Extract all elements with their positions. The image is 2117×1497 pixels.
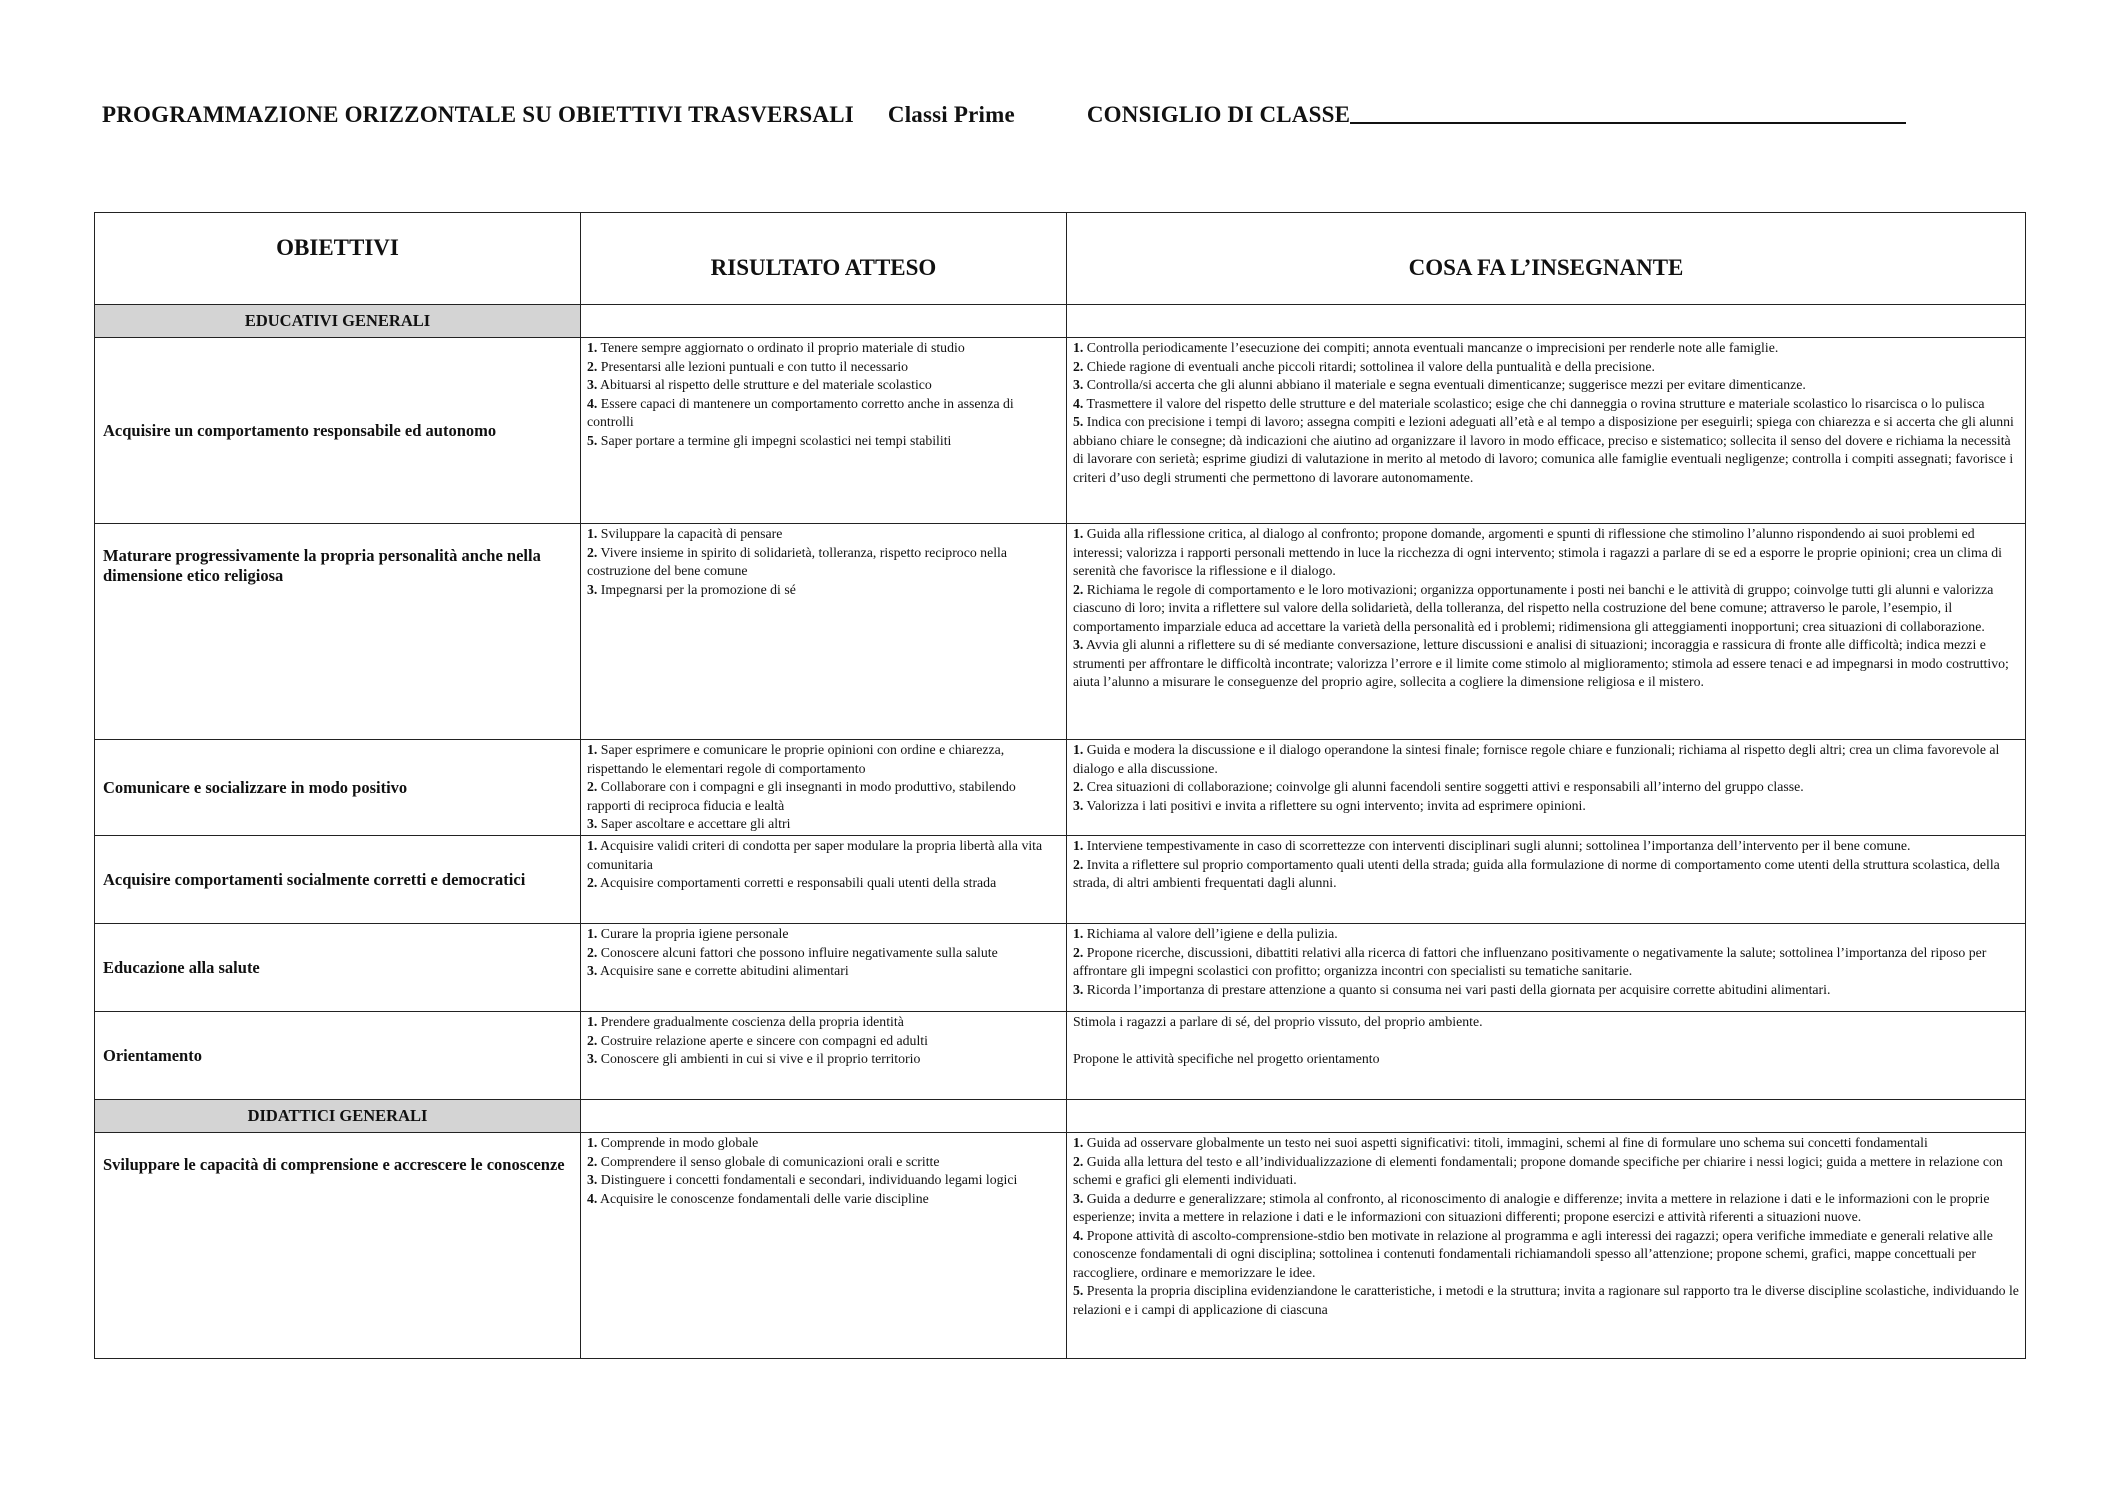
item-number: 1. — [1073, 742, 1084, 757]
item-number: 3. — [1073, 377, 1084, 392]
item-text: Richiama le regole di comportamento e le loro motivazioni; organizza opportunamente i posti nei banchi e le attività di gruppo; coinvolge tutti gli alunni e valorizza ciascuno di loro; invita a riflettere sul valore della solidarietà, della tolleranza, del rispetto nella costruzione del bene comune; attraverso le parole, l’esempio, il comportamento imparziale educa ad accettare la varietà della personalità ed i problemi; ridimensiona gli atteggiamenti inopportuni; crea situazioni di collaborazione. — [1073, 581, 1994, 634]
list-item — [1073, 581, 2019, 637]
item-number: 1. — [587, 526, 598, 541]
item-text: Guida a dedurre e generalizzare; stimola al confronto, al riconoscimento di analogie e differenze; invita a mettere in relazione i dati e le informazioni con le proprie esperienze; invita a mettere in relazione i dati e le informazioni con situazioni differenti; propone esercizi e attività riferenti a situazioni nuove. — [1073, 1190, 1990, 1224]
list-item — [1073, 856, 2019, 893]
table-row — [95, 924, 2026, 1012]
list-item — [587, 339, 1060, 358]
risultato-cell — [581, 1012, 1067, 1100]
item-text: Abituarsi al rispetto delle strutture e del materiale scolastico — [597, 377, 932, 392]
consiglio-blank-line — [1350, 100, 1906, 124]
item-text: Curare la propria igiene personale — [597, 926, 789, 941]
list-item — [1073, 1153, 2019, 1190]
list-item — [587, 1190, 1060, 1209]
item-text: Ricorda l’importanza di prestare attenzione a quanto si consuma nei vari pasti della giornata per acquisire corrette abitudini alimentari. — [1083, 981, 1831, 997]
item-text: Presenta la propria disciplina evidenziandone le caratteristiche, i metodi e la struttura; invita a ragionare sul rapporto tra le diverse discipline scolastiche, individuando le relazioni e i campi di applicazione di ciascuna — [1073, 1283, 2019, 1317]
table-row — [95, 524, 2026, 740]
list-item — [1073, 837, 2019, 856]
list-item — [1073, 339, 2019, 358]
table-row — [95, 836, 2026, 924]
item-text: Avvia gli alunni a riflettere su di sé mediante conversazione, letture discussioni e analisi di situazioni; incoraggia e rassicura di fronte alle difficoltà; indica mezzi e strumenti per affrontare le difficoltà incontrate; valorizza l’errore e il limite come stimolo al miglioramento; stimola ad essere tenaci e ad impegnarsi in modo costruttivo; aiuta l’alunno a misurare le conseguenze del proprio agire, sollecita a cogliere la dimensione religiosa e il mistero. — [1073, 637, 2009, 689]
header-cosa-fa-insegnante: COSA FA L’INSEGNANTE — [1067, 213, 2026, 305]
cosa-cell — [1067, 1012, 2026, 1100]
objective-cell: Sviluppare le capacità di comprensione e accrescere le conoscenze — [95, 1133, 581, 1359]
list-item — [1073, 413, 2019, 487]
item-text: Conoscere gli ambienti in cui si vive e il proprio territorio — [597, 1051, 921, 1066]
item-text: Propone ricerche, discussioni, dibattiti relativi alla ricerca di fattori che influenzano positivamente o negativamente la salute; sottolinea l’importanza del riposo per affrontare gli impegni scolastici con profitto; organizza incontri con specialisti su tematiche sanitarie. — [1073, 944, 1987, 978]
item-text: Costruire relazione aperte e sincere con compagni ed adulti — [597, 1032, 928, 1048]
item-text: Saper ascoltare e accettare gli altri — [597, 816, 791, 831]
list-item — [1073, 1190, 2019, 1227]
item-number: 2. — [587, 358, 598, 374]
cosa-line: Stimola i ragazzi a parlare di sé, del proprio vissuto, del proprio ambiente. — [1073, 1014, 1483, 1029]
cosa-cell — [1067, 524, 2026, 740]
item-text: Saper esprimere e comunicare le proprie opinioni con ordine e chiarezza, rispettando le elementari regole di comportamento — [587, 742, 1005, 776]
risultato-cell — [581, 740, 1067, 836]
item-text: Guida ad osservare globalmente un testo nei suoi aspetti significativi: titoli, immagini, schemi al fine di formulare uno schema sui concetti fondamentali — [1083, 1135, 1928, 1150]
risultato-cell — [581, 338, 1067, 524]
item-text: Interviene tempestivamente in caso di scorrettezze con interventi disciplinari sugli alunni; sottolinea l’importanza dell’intervento per il bene comune. — [1083, 838, 1911, 853]
item-number: 2. — [1073, 358, 1084, 374]
item-number: 3. — [587, 963, 598, 978]
item-text: Essere capaci di mantenere un comportamento corretto anche in assenza di controlli — [587, 395, 1014, 429]
list-item — [1073, 797, 2019, 816]
list-item — [587, 1171, 1060, 1190]
list-item — [587, 925, 1060, 944]
item-number: 3. — [587, 581, 598, 597]
list-item — [587, 376, 1060, 395]
item-text: Guida alla riflessione critica, al dialogo al confronto; propone domande, argomenti e spunti di riflessione che stimolino l’alunno rispondendo ai suoi problemi ed interessi; valorizza i rapporti personali mettendo in luce la ricchezza di ogni intervento; stimola i ragazzi a parlare di se ed a esporre le proprie opinioni; crea un clima di serenità che favorisce la riflessione e il dialogo. — [1073, 526, 2003, 578]
item-text: Trasmettere il valore del rispetto delle strutture e del materiale scolastico; esige che chi danneggia o rovina strutture e materiale scolastico lo risarcisca o lo pulisca — [1083, 395, 1985, 411]
list-item — [1073, 1282, 2019, 1319]
cosa-cell — [1067, 836, 2026, 924]
item-text: Acquisire sane e corrette abitudini alimentari — [597, 963, 849, 978]
item-number: 1. — [1073, 926, 1084, 941]
risultato-cell — [581, 524, 1067, 740]
item-number: 1. — [587, 838, 598, 853]
objectives-table — [94, 212, 2026, 1359]
item-number: 1. — [1073, 340, 1084, 355]
item-text: Collaborare con i compagni e gli insegnanti in modo produttivo, stabilendo rapporti di reciproca fiducia e lealtà — [587, 779, 1016, 813]
list-item — [587, 741, 1060, 778]
list-item — [1073, 395, 2019, 414]
list-item — [587, 1134, 1060, 1153]
item-number: 1. — [587, 1014, 598, 1029]
item-number: 5. — [1073, 1283, 1084, 1298]
list-item — [1073, 925, 2019, 944]
item-number: 1. — [1073, 838, 1084, 853]
list-item — [587, 874, 1060, 893]
table-row — [95, 1012, 2026, 1100]
item-number: 3. — [587, 1172, 598, 1187]
line-spacer — [1073, 1032, 2019, 1050]
item-number: 3. — [587, 1051, 598, 1066]
list-item — [587, 1013, 1060, 1032]
risultato-cell — [581, 1133, 1067, 1359]
item-number: 3. — [1073, 981, 1084, 997]
cosa-cell — [1067, 338, 2026, 524]
list-item — [587, 1153, 1060, 1172]
header-obiettivi: OBIETTIVI — [95, 213, 581, 305]
title-main: PROGRAMMAZIONE ORIZZONTALE SU OBIETTIVI TRASVERSALI — [102, 102, 854, 127]
cosa-cell — [1067, 1133, 2026, 1359]
item-number: 4. — [1073, 395, 1084, 411]
item-number: 1. — [1073, 526, 1084, 541]
list-item — [1073, 1134, 2019, 1153]
list-item — [587, 962, 1060, 981]
risultato-cell — [581, 836, 1067, 924]
section-blank-cell — [1067, 305, 2026, 338]
item-text: Distinguere i concetti fondamentali e secondari, individuando legami logici — [597, 1172, 1018, 1187]
list-item — [587, 1032, 1060, 1051]
section-blank-cell — [581, 1100, 1067, 1133]
list-item — [587, 815, 1060, 834]
list-item — [587, 525, 1060, 544]
list-item — [1073, 778, 2019, 797]
item-text: Guida e modera la discussione e il dialogo operandone la sintesi finale; fornisce regole chiare e funzionali; richiama al rispetto degli altri; crea un clima favorevole al dialogo e alla discussione. — [1073, 742, 2000, 776]
item-text: Impegnarsi per la promozione di sé — [597, 581, 796, 597]
item-text: Conoscere alcuni fattori che possono influire negativamente sulla salute — [597, 944, 998, 960]
item-number: 2. — [587, 779, 598, 794]
list-item — [1073, 944, 2019, 981]
section-blank-cell — [581, 305, 1067, 338]
list-item — [587, 358, 1060, 377]
item-number: 3. — [1073, 637, 1084, 652]
list-item — [1073, 981, 2019, 1000]
item-number: 1. — [1073, 1135, 1084, 1150]
list-item — [587, 944, 1060, 963]
objective-cell: Acquisire un comportamento responsabile ed autonomo — [95, 338, 581, 524]
list-item — [1073, 358, 2019, 377]
list-item — [1073, 376, 2019, 395]
title-consiglio: CONSIGLIO DI CLASSE — [1086, 102, 1351, 127]
item-number: 1. — [587, 926, 598, 941]
risultato-cell — [581, 924, 1067, 1012]
objective-cell: Maturare progressivamente la propria personalità anche nella dimensione etico religiosa — [95, 524, 581, 740]
item-number: 2. — [1073, 856, 1084, 872]
item-text: Indica con precisione i tempi di lavoro; assegna compiti e lezioni adeguati all’età e al tempo a disposizione per eseguirli; spiega con chiarezza e si accerta che gli alunni abbiano chiare le consegne; dà indicazioni che aiutino ad organizzare il lavoro in modo efficace, preciso e sistematico; sollecita il senso del dovere e richiama la necessità di lavorare con serietà; esprime giudizi di valutazione in merito al metodo di lavoro; comunica alle famiglie eventuali negligenze; controlla i compiti assegnati; favorisce i criteri d’uso degli strumenti che permettono di lavorare autonomamente. — [1073, 414, 2014, 485]
item-text: Saper portare a termine gli impegni scolastici nei tempi stabiliti — [597, 432, 952, 448]
objective-cell: Educazione alla salute — [95, 924, 581, 1012]
item-number: 4. — [587, 1190, 598, 1206]
item-number: 2. — [1073, 944, 1084, 960]
item-number: 5. — [1073, 414, 1084, 429]
item-number: 2. — [1073, 779, 1084, 794]
section-didattici-generali: DIDATTICI GENERALI — [95, 1100, 581, 1133]
item-text: Controlla periodicamente l’esecuzione dei compiti; annota eventuali mancanze o imprecisioni per renderle note alle famiglie. — [1083, 340, 1779, 355]
item-number: 3. — [587, 816, 598, 831]
item-text: Vivere insieme in spirito di solidarietà, tolleranza, rispetto reciproco nella costruzione del bene comune — [587, 544, 1007, 578]
item-number: 3. — [1073, 797, 1084, 813]
list-item — [587, 432, 1060, 451]
item-number: 4. — [1073, 1227, 1084, 1243]
item-text: Acquisire comportamenti corretti e responsabili quali utenti della strada — [597, 875, 997, 890]
item-number: 1. — [587, 1135, 598, 1150]
item-number: 2. — [587, 1032, 598, 1048]
list-item — [587, 544, 1060, 581]
cosa-cell — [1067, 740, 2026, 836]
item-text: Comprende in modo globale — [597, 1135, 759, 1150]
list-item — [1073, 741, 2019, 778]
item-number: 2. — [587, 544, 598, 560]
item-text: Propone attività di ascolto-comprensione-stdio ben motivate in relazione al programma e agli interessi dei ragazzi; opera verifiche immediate e generali relative alle conoscenze fondamentali di ogni disciplina; sottolinea i contenuti fondamentali richiamandoli spesso all’attenzione; propone schemi, grafici, mappe concettuali per raccogliere, ordinare e memorizzare le idee. — [1073, 1227, 1993, 1280]
cosa-line: Propone le attività specifiche nel progetto orientamento — [1073, 1050, 1380, 1066]
table-row — [95, 740, 2026, 836]
list-item — [587, 837, 1060, 874]
item-text: Invita a riflettere sul proprio comportamento quali utenti della strada; guida alla formulazione di norme di comportamento come utenti della struttura scolastica, della strada, di altri ambienti frequentati dagli alunni. — [1073, 856, 2000, 890]
header-row — [95, 213, 2026, 305]
item-number: 1. — [587, 742, 598, 757]
cosa-cell — [1067, 924, 2026, 1012]
item-text: Tenere sempre aggiornato o ordinato il proprio materiale di studio — [597, 340, 965, 355]
item-text: Chiede ragione di eventuali anche piccoli ritardi; sottolinea il valore della puntualità e della precisione. — [1083, 358, 1655, 374]
list-item — [1073, 525, 2019, 581]
title-classi: Classi Prime — [887, 102, 1015, 127]
header-risultato-atteso: RISULTATO ATTESO — [581, 213, 1067, 305]
list-item — [587, 581, 1060, 600]
list-item — [1073, 1227, 2019, 1283]
list-item — [1073, 636, 2019, 692]
table-row — [95, 1133, 2026, 1359]
item-text: Prendere gradualmente coscienza della propria identità — [597, 1014, 904, 1029]
item-text: Acquisire le conoscenze fondamentali delle varie discipline — [597, 1190, 929, 1206]
item-text: Presentarsi alle lezioni puntuali e con tutto il necessario — [597, 358, 909, 374]
item-number: 4. — [587, 395, 598, 411]
item-text: Crea situazioni di collaborazione; coinvolge gli alunni facendoli sentire soggetti attivi e responsabili all’interno del gruppo classe. — [1083, 779, 1804, 794]
objective-cell: Comunicare e socializzare in modo positivo — [95, 740, 581, 836]
item-text: Valorizza i lati positivi e invita a riflettere su ogni intervento; invita ad esprimere opinioni. — [1083, 797, 1586, 813]
objective-cell: Acquisire comportamenti socialmente corretti e democratici — [95, 836, 581, 924]
page-title — [102, 100, 2022, 128]
item-number: 2. — [587, 1153, 598, 1169]
item-text: Guida alla lettura del testo e all’individualizzazione di elementi fondamentali; propone domande specifiche per chiarire i nessi logici; guida a mettere in relazione con schemi e grafici gli elementi individuati. — [1073, 1153, 2003, 1187]
item-text: Comprendere il senso globale di comunicazioni orali e scritte — [597, 1153, 940, 1169]
item-number: 3. — [1073, 1190, 1084, 1206]
list-item — [587, 1050, 1060, 1069]
item-number: 2. — [1073, 581, 1084, 597]
section-row-educativi — [95, 305, 2026, 338]
item-number: 2. — [587, 944, 598, 960]
item-number: 3. — [587, 377, 598, 392]
item-text: Controlla/si accerta che gli alunni abbiano il materiale e segna eventuali dimenticanze; suggerisce mezzi per evitare dimenticanze. — [1083, 377, 1806, 392]
table-row — [95, 338, 2026, 524]
item-text: Richiama al valore dell’igiene e della pulizia. — [1083, 926, 1338, 941]
list-item — [587, 395, 1060, 432]
item-number: 5. — [587, 432, 598, 448]
item-text: Acquisire validi criteri di condotta per saper modulare la propria libertà alla vita comunitaria — [587, 838, 1043, 872]
item-number: 2. — [1073, 1153, 1084, 1169]
list-item — [587, 778, 1060, 815]
section-educativi-generali: EDUCATIVI GENERALI — [95, 305, 581, 338]
item-text: Sviluppare la capacità di pensare — [597, 526, 783, 541]
objective-cell: Orientamento — [95, 1012, 581, 1100]
item-number: 2. — [587, 875, 598, 890]
section-row-didattici — [95, 1100, 2026, 1133]
item-number: 1. — [587, 340, 598, 355]
section-blank-cell — [1067, 1100, 2026, 1133]
